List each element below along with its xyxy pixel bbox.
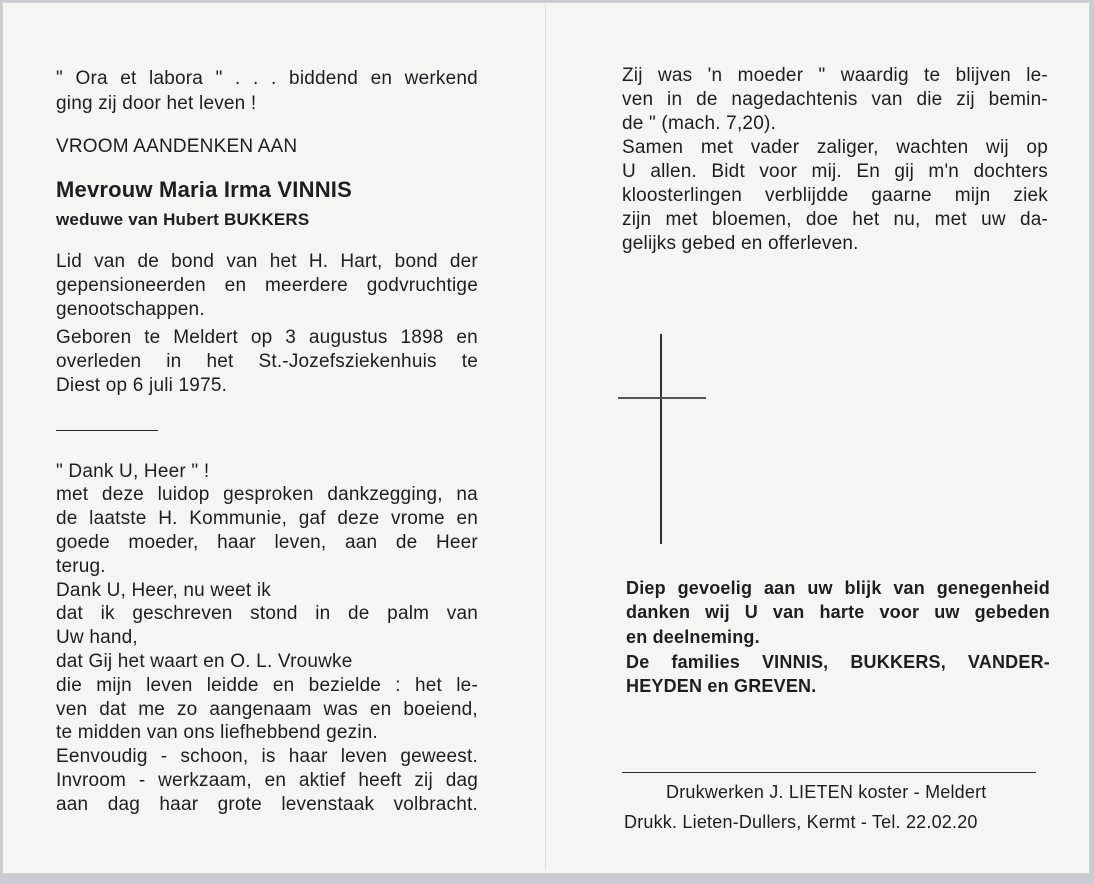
word: doe — [805, 209, 839, 230]
word: U — [622, 161, 636, 182]
word: zaliger, — [816, 137, 879, 158]
tribute-line-9: dat Gij het waart en O. L. Vrouwke — [56, 651, 353, 672]
word: die — [56, 675, 82, 696]
word: in — [667, 89, 683, 110]
word: mijn — [954, 185, 991, 206]
word: gevoelig — [677, 578, 753, 598]
word: luidop — [157, 484, 210, 505]
tribute-line-7 — [56, 603, 478, 625]
word: boeiend, — [403, 699, 478, 720]
word: meerdere — [265, 275, 348, 296]
quote-line-3: de " (mach. 7,20). — [622, 113, 776, 134]
membership-line-2 — [56, 275, 478, 297]
word: schoon, — [180, 746, 249, 767]
word: Diep — [626, 578, 666, 598]
printer-line-2: Drukk. Lieten-Dullers, Kermt - Tel. 22.02.20 — [624, 812, 978, 832]
word: Ora — [75, 68, 108, 89]
word: Kommunie, — [189, 508, 288, 529]
word: bloemen, — [711, 209, 792, 230]
thanks-line-3: en deelneming. — [626, 627, 760, 647]
word: uw — [981, 209, 1006, 230]
word: te — [144, 327, 161, 348]
word: bond — [171, 251, 215, 272]
word: en — [456, 508, 478, 529]
word: zij — [956, 89, 975, 110]
word: godvruchtige — [366, 275, 478, 296]
word: " — [818, 65, 826, 86]
tribute-line-11 — [56, 699, 478, 721]
word: moeder — [737, 65, 804, 86]
word: Zij — [622, 65, 643, 86]
word: harte — [819, 602, 865, 622]
word: nagedachtenis — [731, 89, 858, 110]
word: waardig — [840, 65, 909, 86]
word: haar — [288, 746, 328, 767]
word: " — [56, 68, 63, 89]
word: zo — [176, 699, 198, 720]
word: van — [94, 251, 126, 272]
word: Bidt — [711, 161, 745, 182]
tribute-line-5: terug. — [56, 556, 106, 577]
word: met — [934, 209, 967, 230]
word: Lid — [56, 251, 82, 272]
word: le- — [1026, 65, 1048, 86]
word: dag — [445, 770, 478, 791]
word: uw — [807, 578, 833, 598]
quote-line-4 — [622, 137, 1048, 159]
word: in — [166, 351, 182, 372]
word: dat — [99, 699, 127, 720]
word: stond — [250, 603, 298, 624]
word: is — [261, 746, 276, 767]
word: de — [56, 508, 78, 529]
word: . — [271, 68, 277, 89]
word: te — [924, 65, 941, 86]
word: aangenaam — [209, 699, 312, 720]
word: - — [160, 746, 168, 767]
birth-line-2 — [56, 351, 478, 373]
word: geweest. — [400, 746, 478, 767]
word: biddend — [289, 68, 359, 89]
quote-line-5 — [622, 161, 1048, 183]
word: en — [456, 327, 478, 348]
word: en — [370, 68, 393, 89]
word: palm — [387, 603, 430, 624]
word: gesproken — [223, 484, 314, 505]
word: me — [138, 699, 165, 720]
word: met — [700, 137, 734, 158]
word: de — [348, 603, 370, 624]
word: ik — [100, 603, 115, 624]
word: H. — [158, 508, 178, 529]
word: " — [215, 68, 223, 89]
word: le- — [456, 675, 478, 696]
motto-line-1 — [56, 68, 478, 90]
word: m'n — [928, 161, 960, 182]
tribute-line-6: Dank U, Heer, nu weet ik — [56, 580, 271, 601]
word: de — [137, 251, 159, 272]
word: kloosterlingen — [622, 185, 743, 206]
word: aktief — [298, 770, 346, 791]
membership-line-1 — [56, 251, 478, 273]
word: ven — [622, 89, 654, 110]
word: ziek — [1013, 185, 1048, 206]
word: VANDER- — [967, 652, 1050, 672]
word: voor — [879, 602, 920, 622]
thanks-line-2 — [626, 601, 1050, 623]
word: in — [315, 603, 331, 624]
word: uw — [934, 602, 960, 622]
tribute-line-15 — [56, 794, 478, 816]
word: : — [395, 675, 401, 696]
word: vader — [750, 137, 800, 158]
quote-line-6 — [622, 185, 1048, 207]
word: bemin- — [988, 89, 1048, 110]
word: danken — [626, 602, 691, 622]
card-fold — [545, 4, 546, 870]
word: 1898 — [400, 327, 444, 348]
word: families — [671, 652, 741, 672]
word: gaf — [298, 508, 326, 529]
tribute-line-4 — [56, 532, 478, 554]
word: dochters — [973, 161, 1048, 182]
word: op — [250, 327, 273, 348]
word: mijn — [96, 675, 132, 696]
cross-vertical — [660, 334, 662, 544]
word: 3 — [285, 327, 297, 348]
word: het — [852, 209, 880, 230]
word: die — [916, 89, 943, 110]
word: met — [56, 484, 89, 505]
printer-line-1: Drukwerken J. LIETEN koster - Meldert — [666, 782, 987, 802]
word: haar — [217, 532, 256, 553]
quote-line-7 — [622, 209, 1048, 231]
word: dat — [56, 603, 84, 624]
birth-line-3: Diest op 6 juli 1975. — [56, 375, 228, 396]
word: gebeden — [974, 602, 1050, 622]
word: De — [626, 652, 650, 672]
word: van — [446, 603, 478, 624]
widow-line: weduwe van Hubert BUKKERS — [56, 210, 310, 229]
word: ven — [56, 699, 88, 720]
word: Meldert — [173, 327, 239, 348]
word: het — [206, 351, 234, 372]
tribute-line-12: te midden van ons liefhebbend gezin. — [56, 722, 378, 743]
word: aan — [344, 532, 378, 553]
left-divider — [56, 430, 158, 431]
word: gaarne — [871, 185, 932, 206]
printer-divider — [622, 772, 1036, 773]
word: Eenvoudig — [56, 746, 148, 767]
word: werkzaam, — [158, 770, 252, 791]
word: bond — [394, 251, 438, 272]
thanks-line-1 — [626, 577, 1050, 599]
word: en — [272, 675, 295, 696]
word: werkend — [404, 68, 478, 89]
word: na — [456, 484, 478, 505]
deceased-name: Mevrouw Maria Irma VINNIS — [56, 177, 352, 202]
word: van — [893, 578, 925, 598]
word: gepensioneerden — [56, 275, 206, 296]
word: 'n — [707, 65, 723, 86]
word: met — [665, 209, 698, 230]
word: labora — [149, 68, 204, 89]
word: da- — [1019, 209, 1048, 230]
word: voor — [759, 161, 798, 182]
tribute-line-14 — [56, 770, 478, 792]
word: was — [323, 699, 358, 720]
intro-heading: VROOM AANDENKEN AAN — [56, 136, 298, 157]
tribute-line-3 — [56, 508, 478, 530]
word: het — [415, 675, 443, 696]
word: vrome — [391, 508, 445, 529]
word: van — [871, 89, 903, 110]
word: Geboren — [56, 327, 132, 348]
word: wachten — [896, 137, 969, 158]
birth-line-1 — [56, 327, 478, 349]
word: haar — [159, 794, 199, 815]
word: van — [226, 251, 258, 272]
word: zij — [414, 770, 433, 791]
word: overleden — [56, 351, 142, 372]
tribute-line-2 — [56, 484, 478, 506]
word: verblijdde — [765, 185, 849, 206]
word: VINNIS, — [761, 652, 829, 672]
word: der — [449, 251, 478, 272]
word: U — [744, 602, 758, 622]
word: St.-Jozefsziekenhuis — [258, 351, 437, 372]
word: levenstaak — [281, 794, 375, 815]
word: en — [369, 699, 392, 720]
word: aan — [763, 578, 796, 598]
word: leidde — [206, 675, 259, 696]
word: . — [235, 68, 241, 89]
word: wij — [705, 602, 730, 622]
tribute-line-13 — [56, 746, 478, 768]
word: . — [253, 68, 259, 89]
word: deze — [101, 484, 144, 505]
quote-line-1 — [622, 65, 1048, 87]
word: augustus — [308, 327, 388, 348]
word: BUKKERS, — [850, 652, 946, 672]
word: zijn — [622, 209, 652, 230]
word: van — [772, 602, 805, 622]
word: heeft — [358, 770, 402, 791]
word: bezielde — [308, 675, 382, 696]
quote-line-2 — [622, 89, 1048, 111]
word: te — [461, 351, 478, 372]
word: nu, — [893, 209, 921, 230]
word: en — [264, 770, 287, 791]
tribute-line-1: " Dank U, Heer " ! — [56, 461, 210, 482]
word: deze — [337, 508, 380, 529]
word: - — [138, 770, 146, 791]
word: Heer — [435, 532, 478, 553]
motto-line-2: ging zij door het leven ! — [56, 93, 257, 114]
word: dankzegging, — [327, 484, 443, 505]
word: Hart, — [340, 251, 383, 272]
word: genegenheid — [936, 578, 1050, 598]
word: leven — [146, 675, 193, 696]
word: de — [395, 532, 418, 553]
word: wij — [986, 137, 1009, 158]
word: leven — [340, 746, 388, 767]
word: het — [269, 251, 297, 272]
word: geschreven — [132, 603, 233, 624]
word: gij — [894, 161, 914, 182]
word: de — [696, 89, 718, 110]
membership-line-3: genootschappen. — [56, 299, 205, 320]
word: En — [856, 161, 880, 182]
word: laatste — [89, 508, 147, 529]
word: dag — [107, 794, 141, 815]
word: blijk — [844, 578, 882, 598]
word: op — [1026, 137, 1048, 158]
word: allen. — [650, 161, 697, 182]
word: moeder, — [128, 532, 199, 553]
word: leven, — [274, 532, 327, 553]
word: blijven — [955, 65, 1011, 86]
word: volbracht. — [393, 794, 478, 815]
word: aan — [56, 794, 89, 815]
word: Samen — [622, 137, 684, 158]
word: grote — [217, 794, 262, 815]
word: goede — [56, 532, 110, 553]
word: mij. — [811, 161, 842, 182]
word: was — [657, 65, 693, 86]
families-line-1 — [626, 651, 1050, 673]
families-line-2: HEYDEN en GREVEN. — [626, 676, 817, 696]
tribute-line-10 — [56, 675, 478, 697]
tribute-line-8: Uw hand, — [56, 627, 138, 648]
word: Invroom — [56, 770, 127, 791]
quote-line-8: gelijks gebed en offerleven. — [622, 233, 859, 254]
word: en — [224, 275, 247, 296]
word: H. — [308, 251, 329, 272]
cross-horizontal — [618, 397, 706, 399]
word: et — [120, 68, 137, 89]
